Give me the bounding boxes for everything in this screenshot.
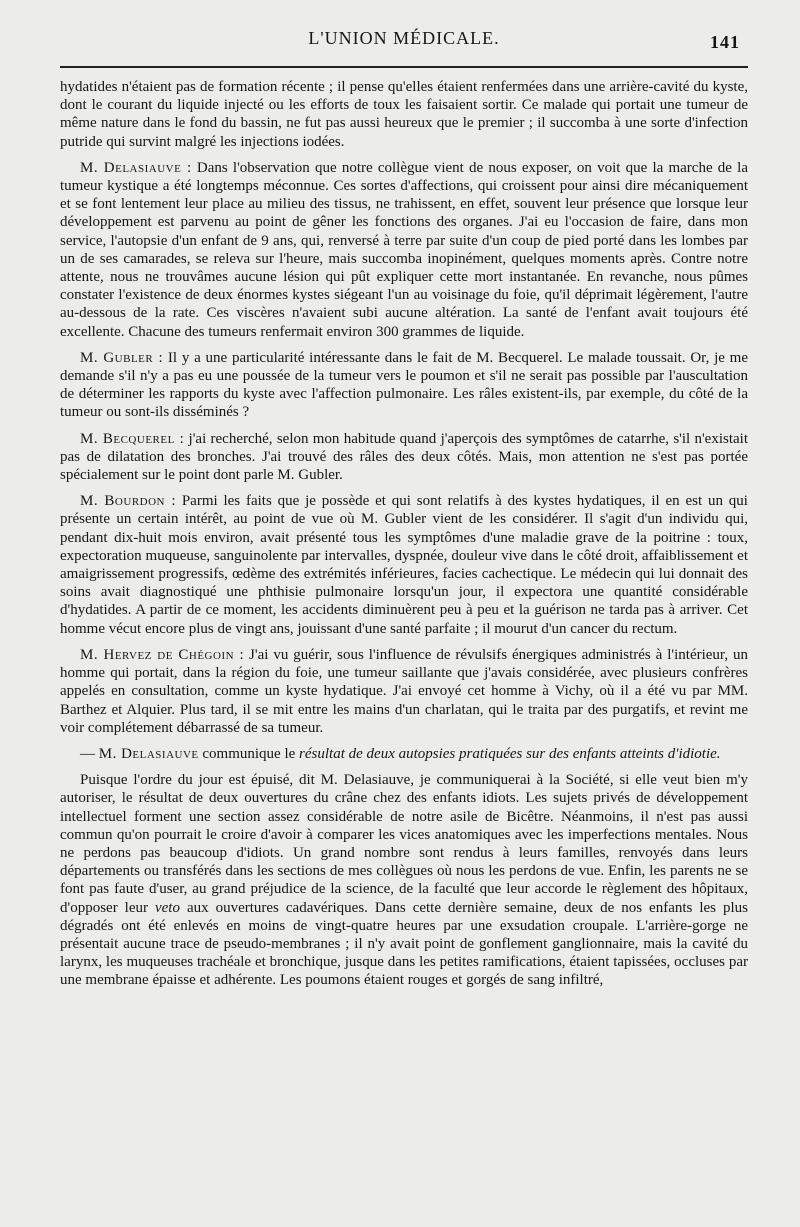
paragraph-hervez (60, 646, 748, 737)
body-text (60, 78, 748, 990)
paragraph-text: communique le (198, 745, 300, 762)
paragraph-communication-body (60, 771, 748, 989)
paragraph-becquerel (60, 430, 748, 485)
speaker-name: M. Bourdon : (80, 493, 176, 510)
paragraph-text: j'ai recherché, selon mon habitude quand j'aperçois des symptômes de catarrhe, s'il n'existait pas de dilatation des bronches. J'ai trouvé des râles des deux côtés. Mais, mon attention ne s'est pas portée spécialement sur le point dont parle M. Gubler. (60, 430, 749, 484)
speaker-name: M. Becquerel : (80, 430, 185, 447)
header-rule (60, 66, 748, 68)
speaker-name: M. Gubler : (80, 349, 164, 366)
paragraph-text: Parmi les faits que je possède et qui sont relatifs à des kystes hydatiques, il en est un qui présente un certain intérêt, au point de vue où M. Gubler vient de les considérer. Il s'agit d'un individu qui, pendant dix-huit mois environ, avait présenté tous les symptômes d'une maladie grave de la poitrine : toux, expectoration muqueuse, sanguinolente par intervalles, dyspnée, douleur vive dans le côté droit, affaiblissement et amaigrissement progressifs, œdème des extrémités inférieures, facies cachectique. Le médecin qui lui donnait des soins avait diagnostiqué une phthisie pulmonaire lorsqu'un jour, il expectora une quantité considérable d'hydatides. A partir de ce moment, les accidents diminuèrent peu à peu et la guérison ne tarda pas à arriver. Cet homme vécut encore plus de vingt ans, jouissant d'une santé parfaite ; il mourut d'un cancer du rectum. (60, 493, 748, 637)
communication-title: résultat de deux autopsies pratiquées sur des enfants atteints d'idiotie. (299, 745, 721, 762)
journal-title: L'UNION MÉDICALE. (308, 28, 500, 48)
paragraph-text: aux ouvertures cadavériques. Dans cette dernière semaine, deux de nos enfants les plus dégradés ont été enlevés en moins de vingt-quatre heures par une exsudation croupale. L'arrière-gorge ne présentait aucune trace de pseudo-membranes ; il n'y avait point de gonflement ganglionnaire, mais la cavité du larynx, les muqueuses trachéale et bronchique, jusque dans les petites ramifications, étaient tapissées, occluses par une membrane épaisse et adhérente. Les poumons étaient rouges et gorgés de sang infiltré, (60, 899, 749, 989)
speaker-name: M. Delasiauve : (80, 159, 192, 176)
emphasized-word: veto (154, 899, 180, 916)
page-number: 141 (710, 32, 740, 52)
speaker-name: M. Delasiauve (98, 745, 199, 762)
paragraph-gubler (60, 349, 748, 422)
running-head (60, 28, 748, 56)
paragraph-communication-intro (60, 745, 748, 763)
speaker-name: M. Hervez de Chégoin : (80, 646, 245, 663)
paragraph-delasiauve (60, 159, 748, 341)
paragraph-text: Dans l'observation que notre collègue vient de nous exposer, on voit que la marche de la tumeur kystique a été longtemps méconnue. Ces sortes d'affections, qui croissent pour ainsi dire mécaniquement et se font lentement leur place au milieu des tissus, ne trahissent, en effet, souvent leur présence que lorsque leur développement est parvenu au point de gêner les fonctions des organes. J'ai eu l'occasion de faire, dans mon service, l'autopsie d'un enfant de 9 ans, qui, renversé à terre par suite d'un coup de pied porté dans les lombes par un de ses camarades, se releva sur l'heure, mais succomba inopinément, quelques moments après. Contre notre attente, nous ne trouvâmes aucune lésion qui pût expliquer cette mort instantanée. En revanche, nous pûmes constater l'existence de deux énormes kystes siégeant l'un au voisinage du foie, qu'il déprimait légèrement, l'autre au-dessous de la rate. Ces viscères n'avaient subi aucune altération. La santé de l'enfant avait toujours été excellente. Chacune des tumeurs renfermait environ 300 grammes de liquide. (60, 159, 748, 340)
paragraph-continuation: hydatides n'étaient pas de formation récente ; il pense qu'elles étaient renfermées dans une arrière-cavité du kyste, dont le courant du liquide injecté ou les efforts de toux les faisaient sortir. Ce malade qui portait une tumeur de même nature dans le fond du bassin, ne fut pas aussi heureux que le premier ; il succomba à une sorte d'infection putride qui survint malgré les injections iodées. (60, 79, 748, 150)
paragraph-text: Il y a une particularité intéressante dans le fait de M. Becquerel. Le malade toussait. Or, je me demande s'il n'y a pas eu une poussée de la tumeur vers le poumon et s'il ne serait pas possible par l'auscultation de déterminer les rapports du kyste avec l'affection pulmonaire. Les râles existent-ils, par exemple, du côté de la tumeur ou sont-ils disséminés ? (60, 349, 748, 421)
paragraph-bourdon (60, 492, 748, 638)
lead-dash: — (80, 745, 99, 762)
paragraph-text: J'ai vu guérir, sous l'influence de révulsifs énergiques administrés à l'intérieur, un homme qui portait, dans la région du foie, une tumeur saillante que j'avais considérée, avec plusieurs confrères appelés en consultation, comme un kyste hydatique. J'ai envoyé cet homme à Vichy, où il a été vu par MM. Barthez et Alquier. Plus tard, il se mit entre les mains d'un charlatan, qui le traita par des purgatifs, et revint me voir complétement débarrassé de sa tumeur. (60, 646, 748, 736)
paragraph-text: Puisque l'ordre du jour est épuisé, dit M. Delasiauve, je communiquerai à la Société, si elle veut bien m'y autoriser, le résultat de deux ouvertures du crâne chez des enfants idiots. Les sujets privés de développement intellectuel forment une section assez considérable de notre asile de Bicêtre. Néanmoins, il n'est pas aussi commun qu'on pourrait le croire d'avoir à comparer les vices anatomiques avec les imperfections mentales. Nous ne perdons pas beaucoup d'idiots. Un grand nombre sont rendus à leurs familles, renvoyés dans leurs départements ou transférés dans les sections de mes collègues où nous les perdons de vue. Enfin, les parents ne se font pas faute d'user, au grand préjudice de la science, de la faculté que leur accorde le règlement des hôpitaux, d'opposer leur (60, 772, 748, 916)
